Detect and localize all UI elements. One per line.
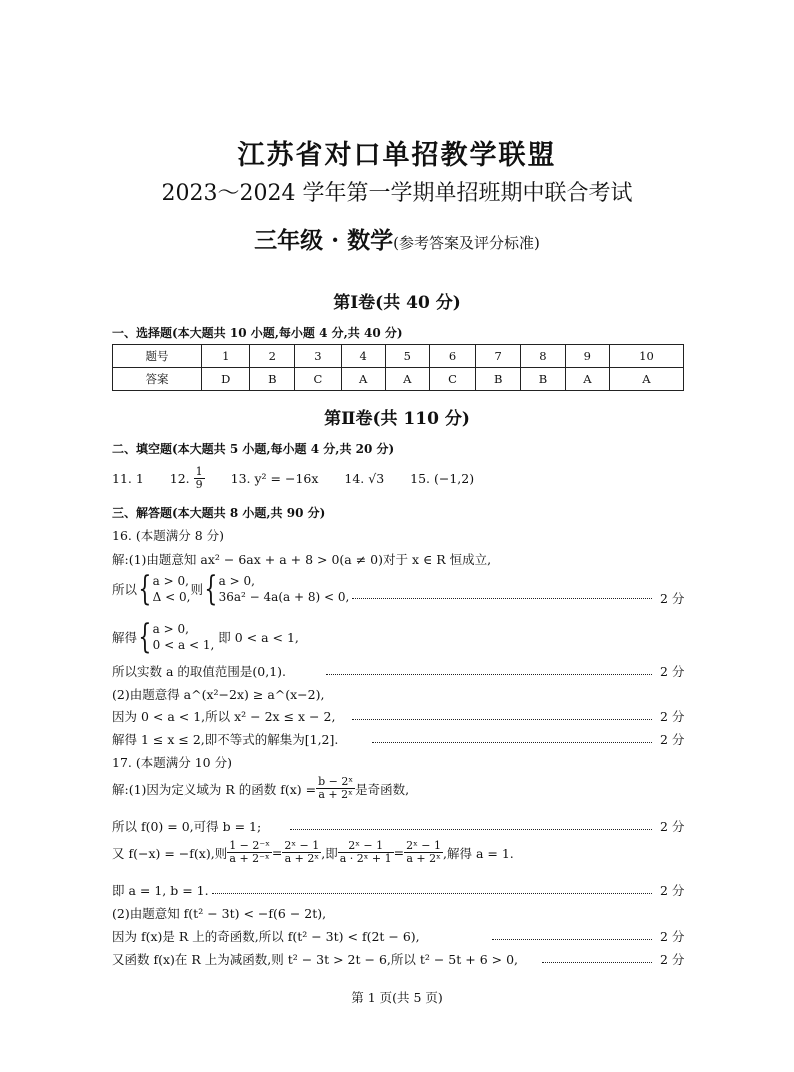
dotted-leader [326,674,652,675]
table-row-numbers [113,345,684,368]
q17-l3-fraction-4 [404,840,443,865]
system-row: 36a² − 4a(a + 8) < 0, [218,590,350,604]
table-cell: A [385,368,429,391]
left-brace: { [204,569,218,609]
fraction-numerator: 2ˣ − 1 [406,839,441,852]
q16-l3-system [153,621,215,653]
table-cell: 1 [202,345,250,368]
q17-line-6: 因为 f(x)是 R 上的奇函数,所以 f(t² − 3t) < f(2t − 6), [112,929,420,944]
fraction-denominator: a + 2ˣ [318,788,353,801]
q16-l2-mid: 则 [190,582,203,597]
q16-l2-system-a [153,573,191,605]
q17-l1-fraction [316,776,355,801]
q17-l1-prefix: 解:(1)因为定义域为 R 的函数 f(x) = [112,781,317,797]
q17-line-4: 即 a = 1, b = 1. [112,883,209,898]
q16-line-6: 因为 0 < a < 1,所以 x² − 2x ≤ x − 2, [112,709,336,724]
left-brace: { [138,617,152,657]
answer-key-note: (参考答案及评分标准) [393,234,540,252]
fill-answer-12-fraction [194,466,205,491]
system-row: a > 0, [218,574,255,588]
fill-answer-12-label: 12. [169,471,190,486]
q17-line-5: (2)由题意知 f(t² − 3t) < −f(6 − 2t), [112,906,327,921]
q17-l3-suffix: ,解得 a = 1. [443,845,514,861]
dotted-leader [372,742,652,743]
table-row-answers [113,368,684,391]
fraction-numerator: 1 [195,465,203,478]
table-cell: 4 [341,345,385,368]
table-cell: A [565,368,609,391]
fill-section-heading: 二、填空题(本大题共 5 小题,每小题 4 分,共 20 分) [112,442,395,456]
table-cell: 5 [385,345,429,368]
table-cell: 9 [565,345,609,368]
fraction-numerator: 2ˣ − 1 [338,840,394,853]
dotted-leader [290,829,652,830]
table-cell: A [341,368,385,391]
exam-subtitle: 2023～2024 学年第一学期单招班期中联合考试 [161,181,633,206]
answer-table [112,344,684,391]
choice-section-heading: 一、选择题(本大题共 10 小题,每小题 4 分,共 40 分) [112,326,403,340]
fraction-numerator: b − 2ˣ [318,775,354,788]
fill-answer-14: 14. √3 [344,471,385,486]
table-cell: 6 [429,345,475,368]
table-cell: A [609,368,683,391]
dotted-leader [492,939,652,940]
q16-l2-prefix: 所以 [112,582,138,597]
dotted-leader [212,893,652,894]
fill-answers [112,466,474,491]
q16-line-3 [112,617,299,657]
table-cell: C [295,368,341,391]
q16-line-5: (2)由题意得 a^(x²−2x) ≥ a^(x−2), [112,687,325,702]
table-cell: 10 [609,345,683,368]
q17-l1-suffix: 是奇函数, [355,781,410,797]
q16-line-1: 解:(1)由题意知 ax² − 6ax + a + 8 > 0(a ≠ 0)对于 x ∈ R 恒成立, [112,552,492,567]
q16-l3-prefix: 解得 [112,630,138,645]
page-number-footer: 第 1 页(共 5 页) [351,990,443,1005]
q16-l2-score: 2 分 [660,591,685,606]
table-cell: D [202,368,250,391]
q17-l6-score: 2 分 [660,929,685,944]
q17-l3-eq: = [271,845,283,860]
table-cell: 7 [476,345,521,368]
fraction-denominator: a + 2⁻ˣ [229,852,270,865]
volume-2-title: 第Ⅱ卷(共 110 分) [324,409,470,429]
q16-l6-score: 2 分 [660,709,685,724]
volume-1-title: 第Ⅰ卷(共 40 分) [333,293,461,313]
fraction-numerator: 2ˣ − 1 [284,839,320,852]
table-cell: 2 [250,345,295,368]
grade-subject: 三年级 · 数学 [254,227,394,254]
fill-answer-11: 11. 1 [112,471,144,486]
fill-answer-15: 15. (−1,2) [410,471,475,486]
fill-answer-13: 13. y² = −16x [230,471,319,486]
table-cell: B [521,368,566,391]
q16-l3-suffix: 即 0 < a < 1, [218,630,299,645]
q17-l3-prefix: 又 f(−x) = −f(x),则 [112,845,228,861]
fraction-denominator: a + 2ˣ [406,852,441,865]
table-cell: 8 [521,345,566,368]
table-cell: B [476,368,521,391]
fraction-denominator: a · 2ˣ + 1 [339,852,392,865]
q17-line-7: 又函数 f(x)在 R 上为减函数,则 t² − 3t > 2t − 6,所以 t² − 5t + 6 > 0, [112,952,519,967]
fraction-numerator: 1 − 2⁻ˣ [229,839,270,852]
grade-subject-title [0,222,794,255]
dotted-leader [352,719,652,720]
q17-l3-mid: ,即 [321,845,338,861]
q16-l4-score: 2 分 [660,664,685,679]
q16-l2-system-b [219,573,350,605]
q16-line-2 [112,569,350,609]
solve-section-heading: 三、解答题(本大题共 8 小题,共 90 分) [112,506,326,520]
q16-header: 16. (本题满分 8 分) [112,528,225,543]
q17-l3-fraction-1 [227,840,272,865]
system-row: a > 0, [152,622,189,636]
q17-l2-score: 2 分 [660,819,685,834]
system-row: Δ < 0, [152,590,191,604]
fraction-denominator: a + 2ˣ [284,852,320,865]
q16-line-7: 解得 1 ≤ x ≤ 2,即不等式的解集为[1,2]. [112,732,339,747]
q17-line-3 [112,840,514,865]
q17-header: 17. (本题满分 10 分) [112,755,232,770]
table-cell: 3 [295,345,341,368]
q17-l3-eq-2: = [393,845,405,860]
q17-l7-score: 2 分 [660,952,685,967]
q16-l7-score: 2 分 [660,732,685,747]
system-row: 0 < a < 1, [152,638,215,652]
fraction-denominator: 9 [195,478,203,491]
left-brace: { [138,569,152,609]
dotted-leader [352,598,652,599]
system-row: a > 0, [152,574,189,588]
table-cell: 答案 [113,368,202,391]
q17-l3-fraction-2 [282,840,321,865]
table-cell: B [250,368,295,391]
table-cell: C [429,368,475,391]
exam-union-title: 江苏省对口单招教学联盟 [237,140,557,171]
q17-line-1 [112,776,409,801]
table-cell: 题号 [113,345,202,368]
q17-l4-score: 2 分 [660,883,685,898]
dotted-leader [542,962,652,963]
q16-line-4: 所以实数 a 的取值范围是(0,1). [112,664,287,679]
q17-line-2: 所以 f(0) = 0,可得 b = 1; [112,819,262,834]
q17-l3-fraction-3 [338,840,394,865]
